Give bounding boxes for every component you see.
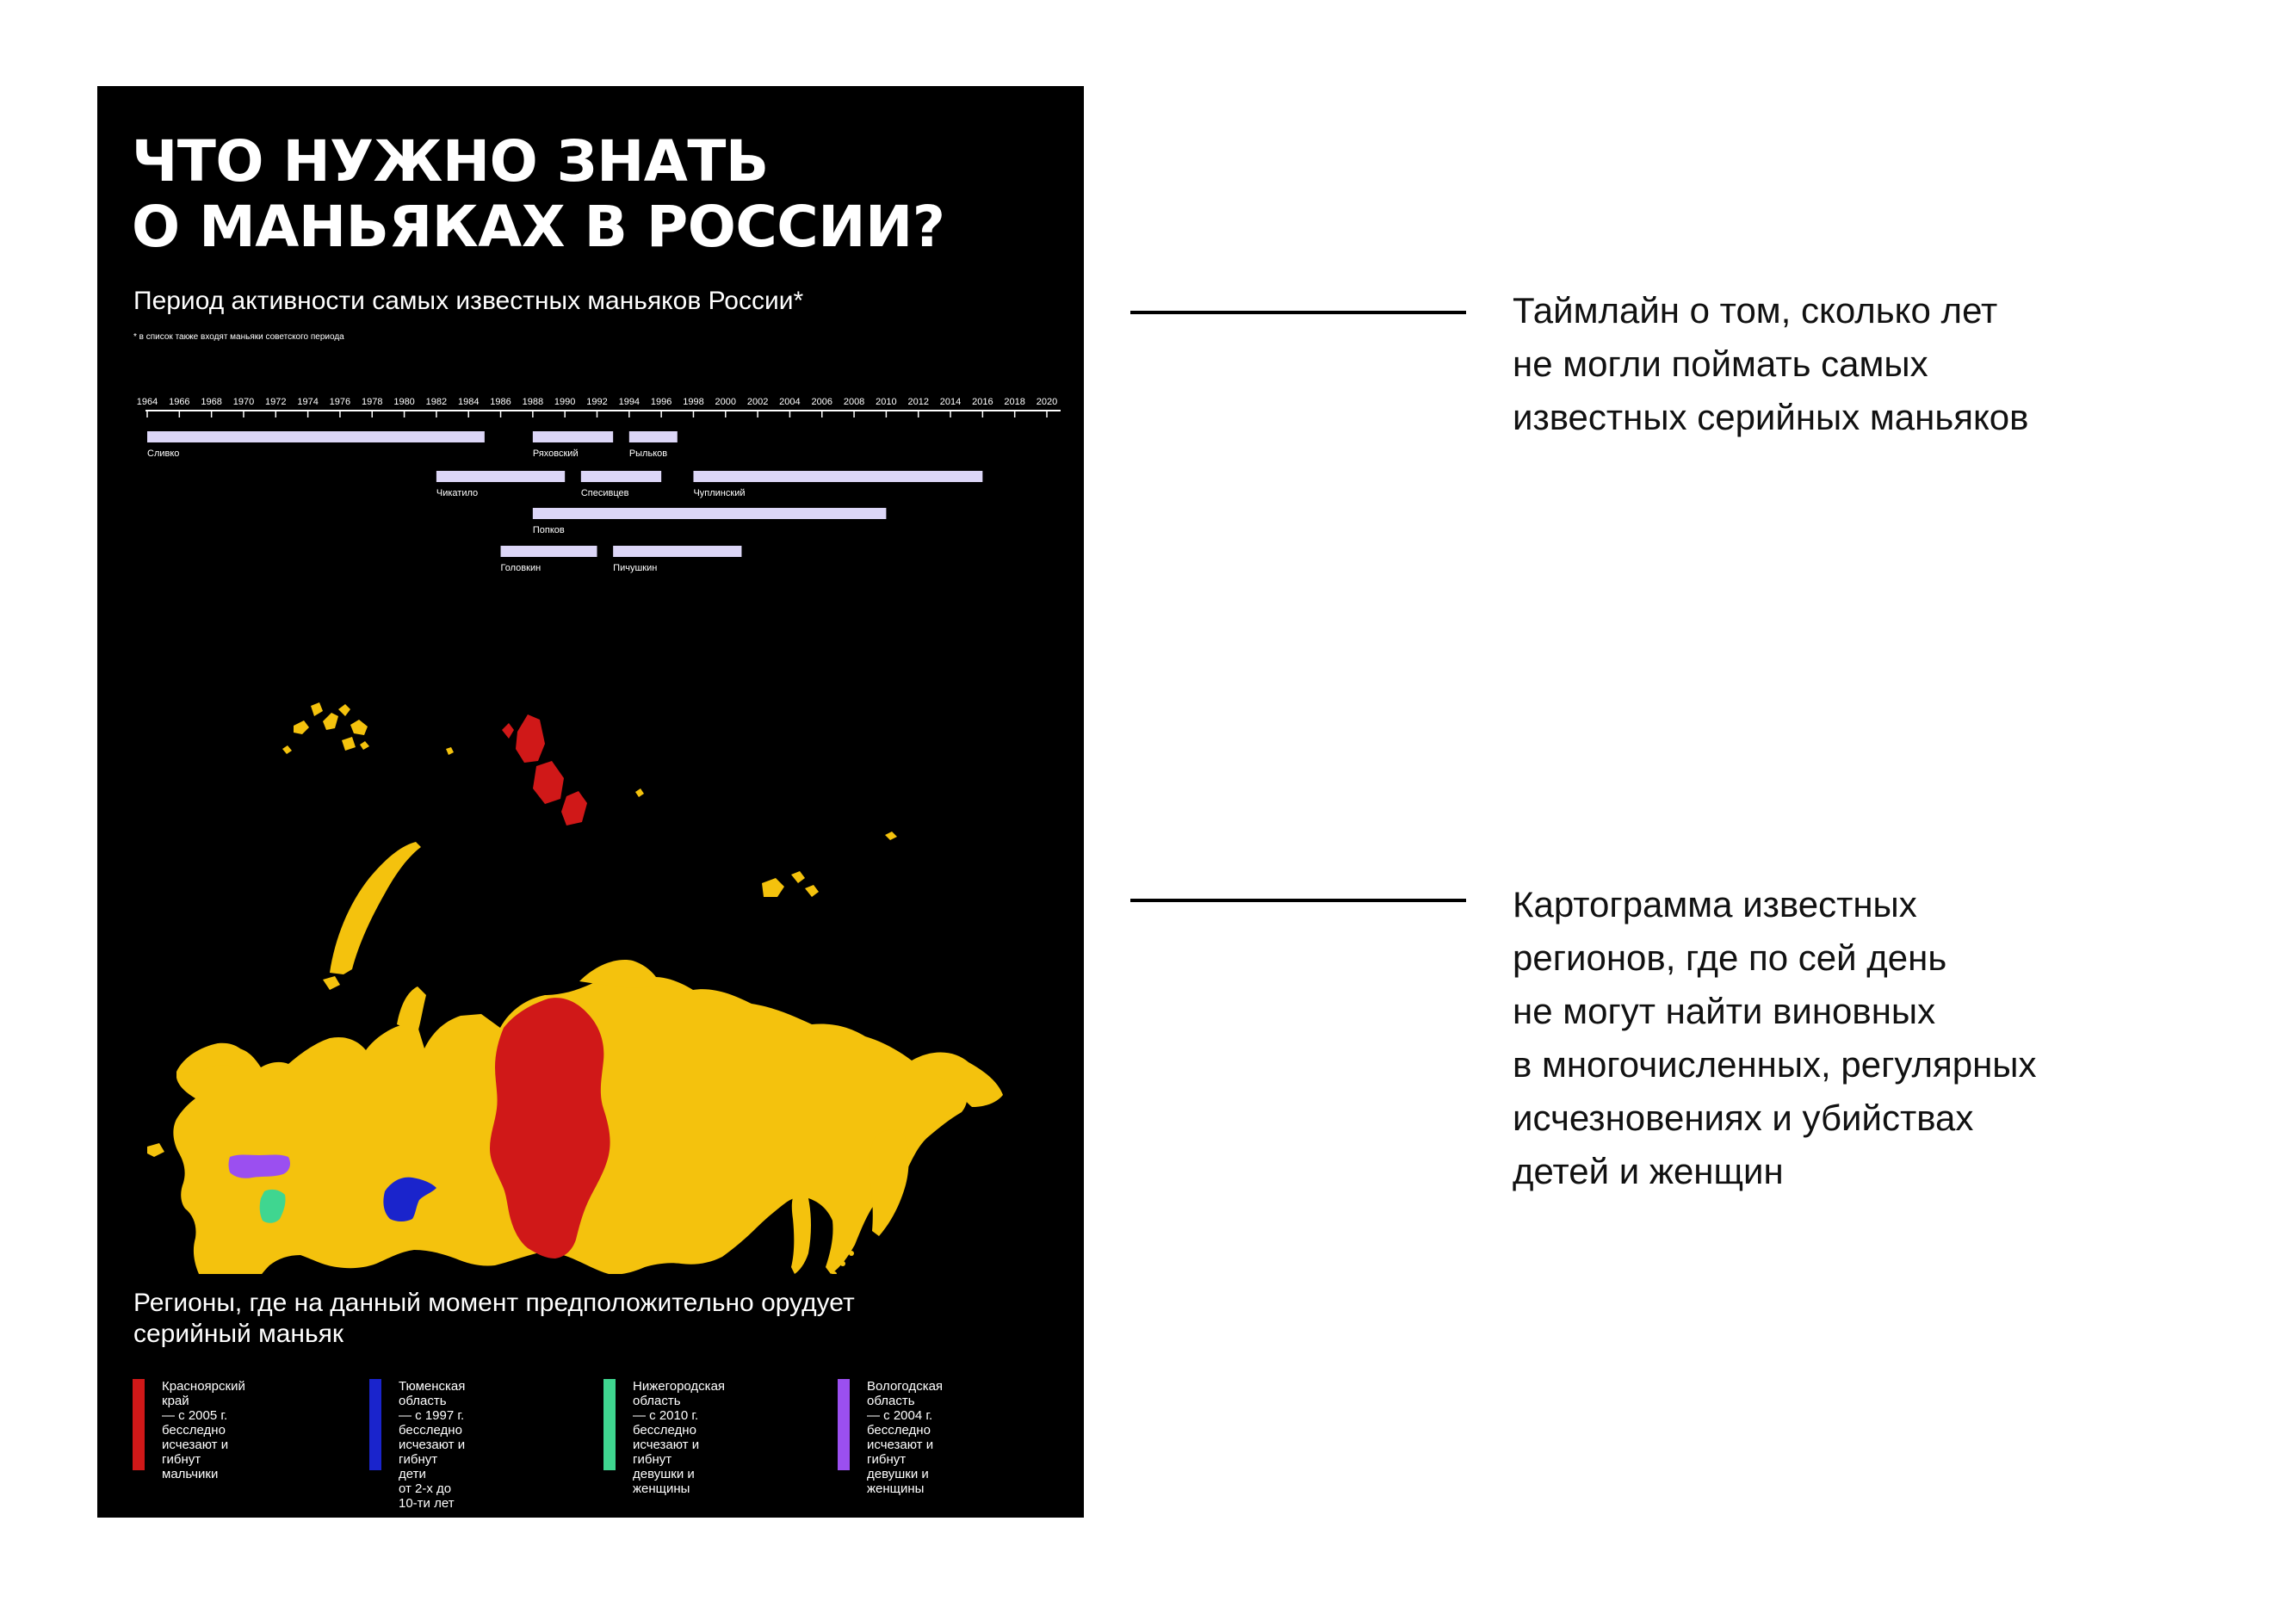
timeline-tick-label: 1978 — [362, 397, 383, 407]
timeline-bar — [436, 471, 565, 482]
taymyr-peninsula — [579, 960, 660, 987]
arctic-islands-west — [282, 702, 454, 755]
timeline-tick-label: 1980 — [393, 397, 415, 407]
vologda-region — [229, 1155, 291, 1178]
timeline-tick-label: 2016 — [972, 397, 993, 407]
legend-text: Тюменская область — с 1997 г. бесследно исчезают и гибнут дети от 2-х до 10-ти лет — [399, 1379, 466, 1511]
timeline-tick-label: 1974 — [297, 397, 319, 407]
timeline-tick-label: 1988 — [522, 397, 544, 407]
timeline-bar — [533, 508, 887, 519]
timeline-tick-label: 1996 — [650, 397, 672, 407]
timeline-tick-label: 1968 — [201, 397, 222, 407]
timeline-bar — [629, 431, 678, 442]
timeline-tick-label: 2004 — [779, 397, 801, 407]
annotation-line-timeline — [1130, 311, 1466, 314]
annotation-line-map — [1130, 899, 1466, 902]
timeline-bar — [501, 546, 597, 557]
timeline-chart — [97, 86, 1084, 603]
timeline-bar-label: Пичушкин — [613, 563, 658, 573]
poster-title-line-1: ЧТО НУЖНО ЗНАТЬ — [132, 128, 769, 195]
timeline-tick-label: 2008 — [843, 397, 865, 407]
timeline-tick-label: 1990 — [554, 397, 576, 407]
kaliningrad — [147, 1143, 164, 1157]
timeline-bar — [147, 431, 485, 442]
legend-swatch-red — [133, 1379, 145, 1470]
legend-swatch-purple — [838, 1379, 850, 1470]
timeline-tick-label: 1984 — [457, 397, 480, 407]
timeline-tick-label: 2000 — [715, 397, 737, 407]
timeline-bar — [581, 471, 661, 482]
kamchatka — [869, 1130, 909, 1237]
novaya-zemlya — [330, 842, 421, 974]
timeline-subtitle: Период активности самых известных маньяков России* — [133, 287, 804, 315]
timeline-bar-label: Спесивцев — [580, 488, 629, 498]
timeline-bar-label: Головкин — [500, 563, 542, 573]
russia-regions-map — [97, 620, 1084, 1274]
poster-title-line-2: О МАНЬЯКАХ В РОССИИ? — [132, 194, 945, 260]
infographic-poster — [97, 86, 1084, 1518]
timeline-tick-label: 1982 — [425, 397, 448, 407]
timeline-tick-label: 2006 — [811, 397, 832, 407]
timeline-tick-label: 1972 — [265, 397, 287, 407]
arctic-islands-east — [635, 788, 897, 897]
yamal-peninsula — [397, 986, 426, 1033]
sakhalin — [791, 1190, 811, 1274]
timeline-tick-label: 1976 — [329, 397, 351, 407]
legend-swatch-green — [603, 1379, 616, 1470]
timeline-tick-label: 1964 — [136, 397, 158, 407]
timeline-bar-label: Ряховский — [532, 448, 579, 459]
legend-text: Вологодская область — с 2004 г. бесследно исчезают и гибнут девушки и женщины — [867, 1379, 944, 1496]
timeline-tick-label: 2020 — [1036, 397, 1058, 407]
timeline-bar-label: Сливко — [147, 448, 180, 459]
timeline-bar — [613, 546, 741, 557]
timeline-bar — [533, 431, 613, 442]
timeline-bar-label: Попков — [532, 525, 565, 535]
legend-text: Красноярский край — с 2005 г. бесследно исчезают и гибнут мальчики — [162, 1379, 245, 1481]
timeline-bar-label: Чикатило — [436, 488, 479, 498]
timeline-tick-label: 2002 — [746, 397, 769, 407]
timeline-bar — [693, 471, 982, 482]
vaygach — [323, 976, 340, 990]
timeline-tick-label: 2018 — [1004, 397, 1025, 407]
timeline-bar-label: Чуплинский — [693, 488, 746, 498]
timeline-footnote: * в список также входят маньяки советского периода — [133, 332, 344, 342]
timeline-tick-label: 1966 — [169, 397, 190, 407]
timeline-tick-label: 1994 — [618, 397, 641, 407]
legend-swatch-blue — [369, 1379, 381, 1470]
annotation-map: Картограмма известных регионов, где по сей день не могут найти виновных в многочисленных, регулярных исчезновениях и убийствах детей и женщин — [1513, 884, 2037, 1191]
krasnoyarsk-islands — [502, 714, 587, 826]
timeline-tick-label: 2012 — [907, 397, 929, 407]
timeline-tick-label: 1998 — [683, 397, 704, 407]
timeline-tick-label: 1992 — [586, 397, 608, 407]
timeline-tick-label: 1970 — [232, 397, 255, 407]
timeline-tick-label: 2010 — [876, 397, 897, 407]
annotation-timeline: Таймлайн о том, сколько лет не могли поймать самых известных серийных маньяков — [1513, 290, 2029, 437]
timeline-bar-label: Рыльков — [628, 448, 668, 459]
legend-text: Нижегородская область — с 2010 г. бесследно исчезают и гибнут девушки и женщины — [633, 1379, 726, 1496]
timeline-tick-label: 1986 — [490, 397, 511, 407]
timeline-tick-label: 2014 — [939, 397, 962, 407]
regions-title: Регионы, где на данный момент предположительно орудует серийный маньяк — [133, 1289, 855, 1348]
